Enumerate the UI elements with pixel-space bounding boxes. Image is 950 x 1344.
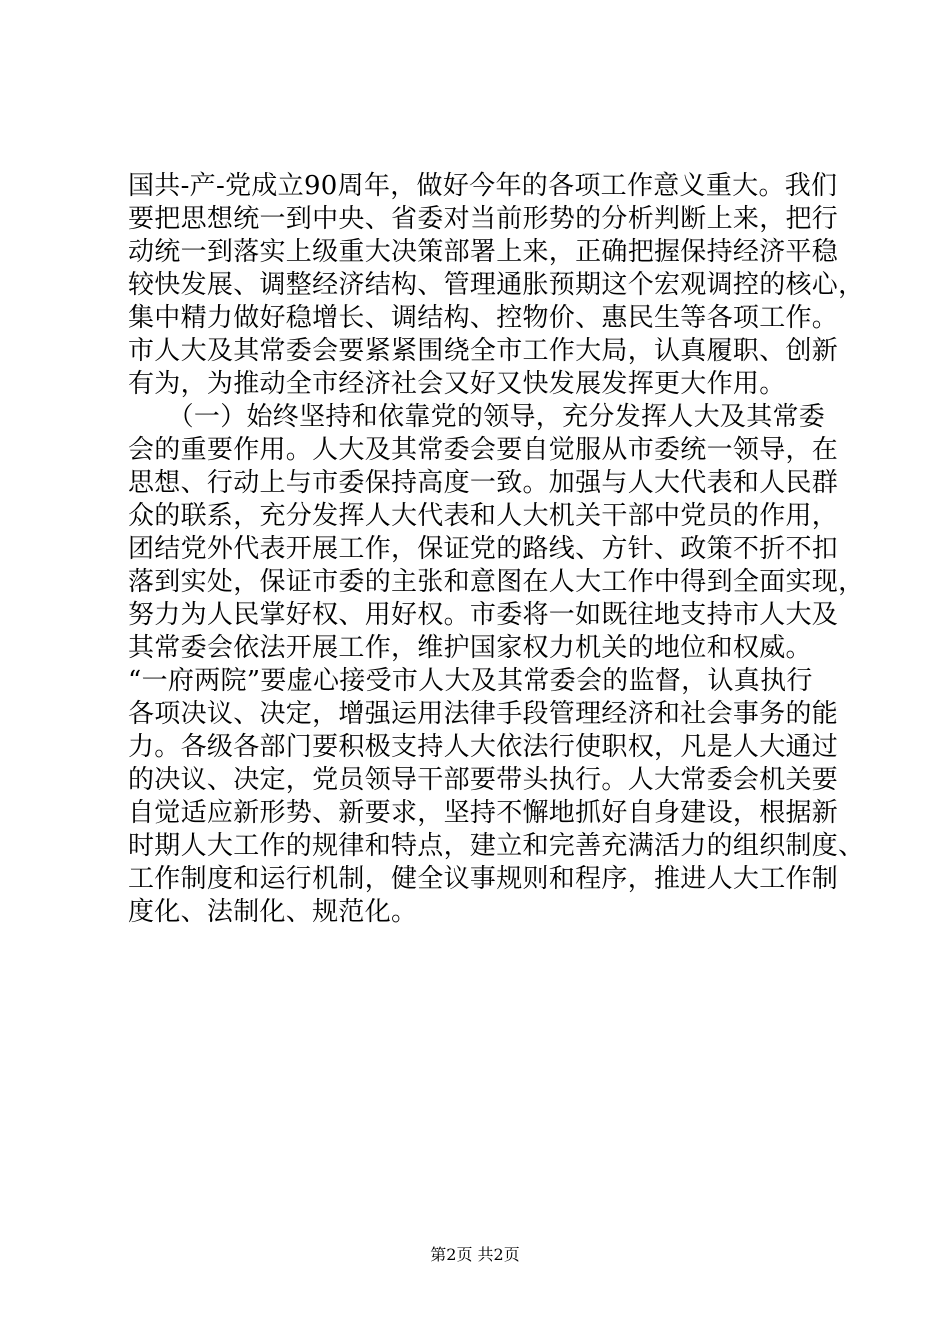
- body-text: [128, 170, 865, 929]
- text-line: 较快发展、调整经济结构、管理通胀预期这个宏观调控的核心，: [128, 270, 865, 300]
- text-line: 各项决议、决定，增强运用法律手段管理经济和社会事务的能: [128, 699, 839, 729]
- text-line: 度化、法制化、规范化。: [128, 897, 418, 927]
- text-line: 会的重要作用。人大及其常委会要自觉服从市委统一领导，在: [128, 435, 839, 465]
- text-line: 的决议、决定，党员领导干部要带头执行。人大常委会机关要: [128, 765, 839, 795]
- text-line: 时期人大工作的规律和特点，建立和完善充满活力的组织制度、: [128, 831, 865, 861]
- text-line: 力。各级各部门要积极支持人大依法行使职权，凡是人大通过: [128, 732, 839, 762]
- text-line: “一府两院”要虚心接受市人大及其常委会的监督，认真执行: [128, 666, 813, 696]
- text-line: 有为，为推动全市经济社会又好又快发展发挥更大作用。: [128, 369, 786, 399]
- text-line: 团结党外代表开展工作，保证党的路线、方针、政策不折不扣: [128, 534, 839, 564]
- text-line: （一）始终坚持和依靠党的领导，充分发挥人大及其常委: [128, 402, 826, 432]
- text-line: 集中精力做好稳增长、调结构、控物价、惠民生等各项工作。: [128, 303, 839, 333]
- text-line: 国共-产-党成立90周年，做好今年的各项工作意义重大。我们: [128, 171, 838, 201]
- text-line: 市人大及其常委会要紧紧围绕全市工作大局，认真履职、创新: [128, 336, 839, 366]
- text-line: 思想、行动上与市委保持高度一致。加强与人大代表和人民群: [128, 468, 839, 498]
- text-line: 要把思想统一到中央、省委对当前形势的分析判断上来，把行: [128, 204, 839, 234]
- text-line: 落到实处，保证市委的主张和意图在人大工作中得到全面实现，: [128, 567, 865, 597]
- text-line: 动统一到落实上级重大决策部署上来，正确把握保持经济平稳: [128, 237, 839, 267]
- page-number: 第2页 共2页: [430, 1245, 520, 1264]
- text-line: 众的联系，充分发挥人大代表和人大机关干部中党员的作用，: [128, 501, 839, 531]
- text-line: 自觉适应新形势、新要求，坚持不懈地抓好自身建设，根据新: [128, 798, 839, 828]
- text-line: 其常委会依法开展工作，维护国家权力机关的地位和权威。: [128, 633, 812, 663]
- text-line: 努力为人民掌好权、用好权。市委将一如既往地支持市人大及: [128, 600, 839, 630]
- text-line: 工作制度和运行机制，健全议事规则和程序，推进人大工作制: [128, 864, 839, 894]
